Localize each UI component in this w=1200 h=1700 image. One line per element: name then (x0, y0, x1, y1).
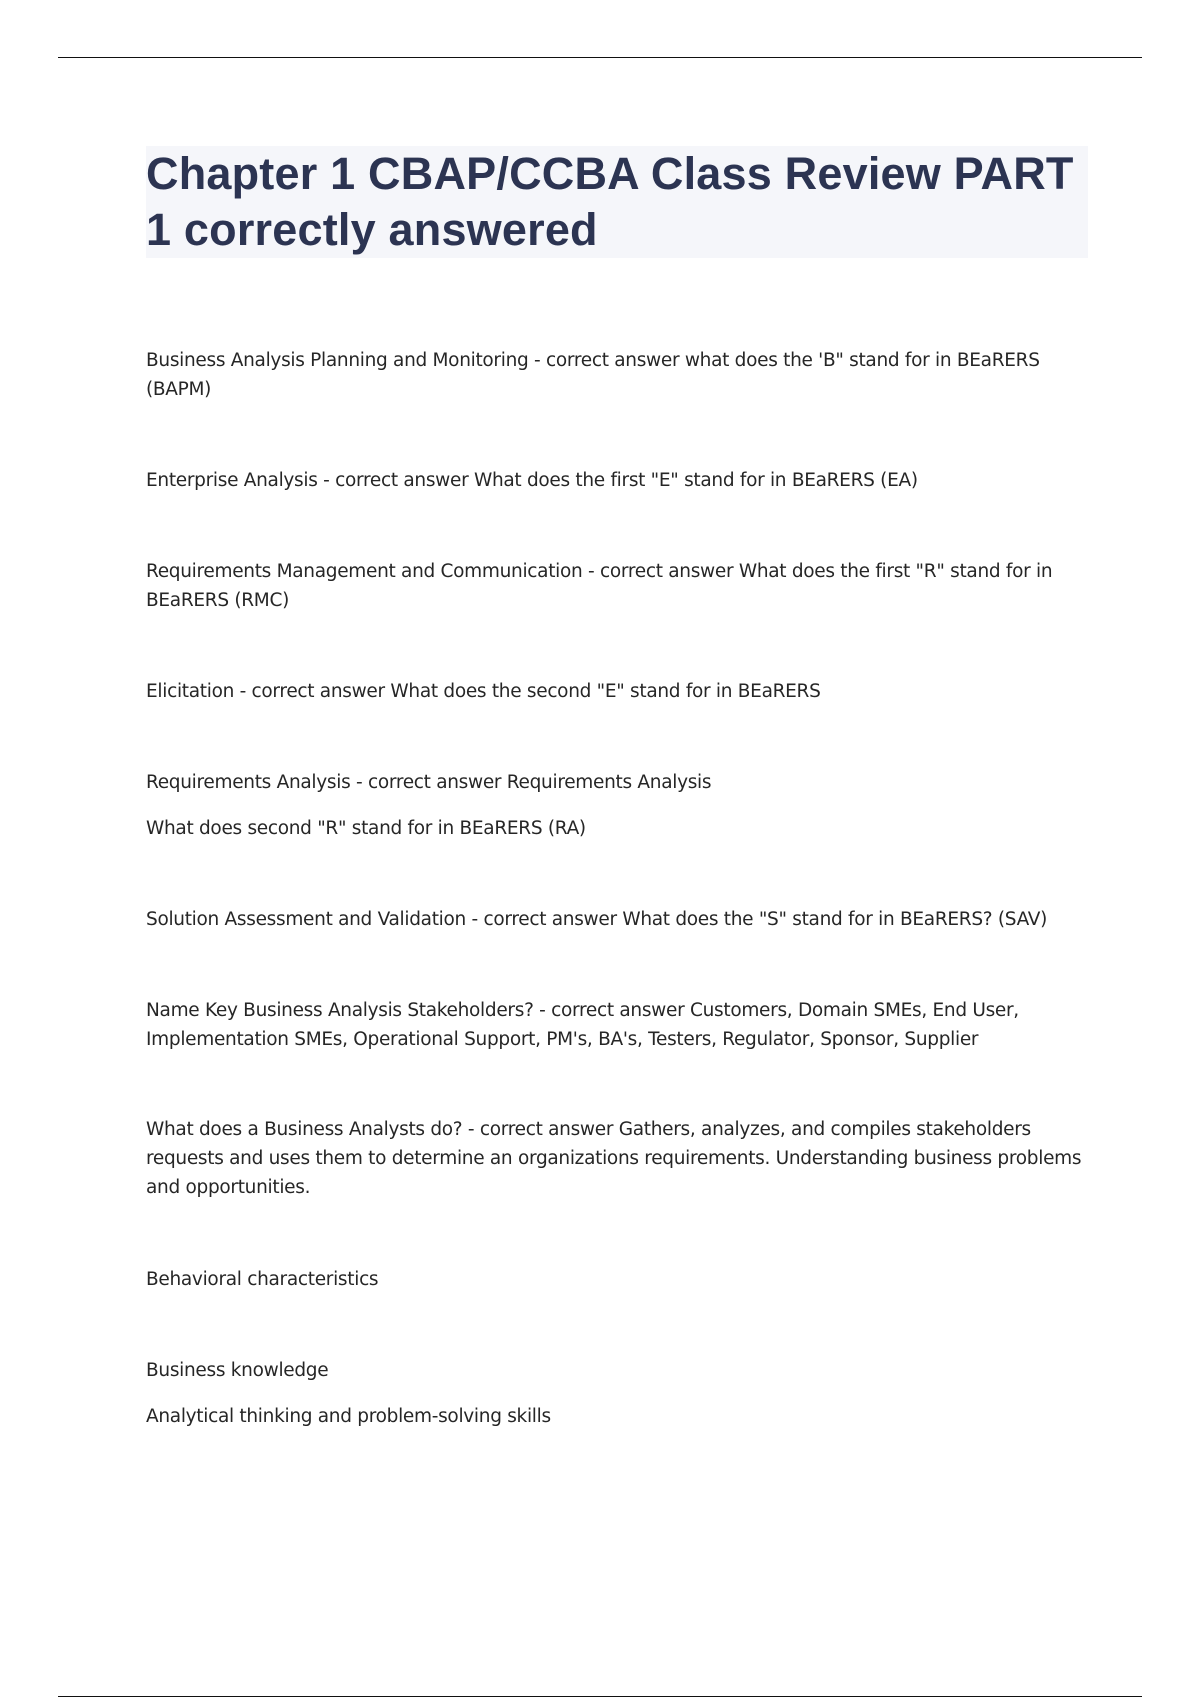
list-item-analytical-thinking: Analytical thinking and problem-solving skills (146, 1406, 551, 1427)
qa-entry-ra-question: What does second "R" stand for in BEaRERS (RA) (146, 818, 586, 839)
qa-entry-ba-role: What does a Business Analysts do? - correct answer Gathers, analyzes, and compiles stakeholders requests and uses them to determine an organizations requirements. Understanding business problems and opportunities. (146, 1119, 1082, 1198)
qa-entry-sav: Solution Assessment and Validation - correct answer What does the "S" stand for in BEaRERS? (SAV) (146, 909, 1048, 930)
qa-entry-ea: Enterprise Analysis - correct answer What does the first "E" stand for in BEaRERS (EA) (146, 470, 918, 491)
bottom-divider (58, 1696, 1142, 1697)
qa-entry-ra: Requirements Analysis - correct answer Requirements Analysis (146, 772, 712, 793)
title-banner (146, 146, 1088, 258)
top-divider (58, 57, 1142, 58)
list-item-behavioral: Behavioral characteristics (146, 1269, 379, 1290)
document-title: Chapter 1 CBAP/CCBA Class Review PART 1 correctly answered (146, 148, 1074, 255)
qa-entry-bapm: Business Analysis Planning and Monitoring - correct answer what does the 'B" stand for in BEaRERS (BAPM) (146, 350, 1040, 400)
qa-entry-rmc: Requirements Management and Communication - correct answer What does the first "R" stand for in BEaRERS (RMC) (146, 561, 1053, 611)
qa-entry-elicitation: Elicitation - correct answer What does the second "E" stand for in BEaRERS (146, 681, 821, 702)
list-item-business-knowledge: Business knowledge (146, 1360, 329, 1381)
qa-entry-stakeholders: Name Key Business Analysis Stakeholders? - correct answer Customers, Domain SMEs, End User, Implementation SMEs, Operational Support, PM's, BA's, Testers, Regulator, Sponsor, Supplier (146, 1000, 1019, 1050)
